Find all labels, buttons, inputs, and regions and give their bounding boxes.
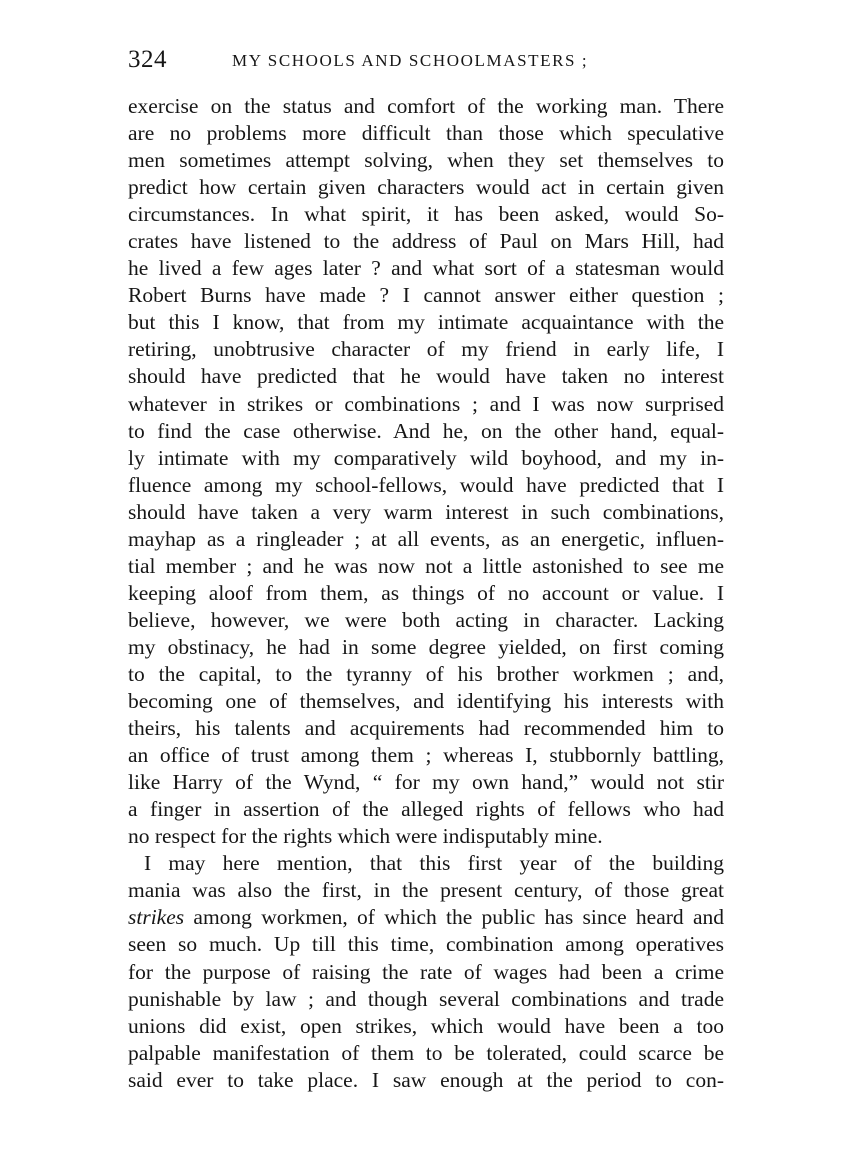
text-line: should have taken a very warm interest in such combinations, [128, 499, 724, 524]
text-line: theirs, his talents and acquirements had recommended him to [128, 716, 724, 741]
text-line: predict how certain given characters would act in certain given [128, 175, 724, 200]
text-line-with-italic [128, 904, 724, 931]
text-line: mayhap as a ringleader ; at all events, as an energetic, influen- [128, 526, 724, 551]
text-line: punishable by law ; and though several combinations and trade [128, 986, 724, 1011]
text-line: keeping aloof from them, as things of no account or value. I [128, 580, 724, 605]
text-line: an office of trust among them ; whereas I, stubbornly battling, [128, 743, 724, 768]
text-line: crates have listened to the address of Paul on Mars Hill, had [128, 229, 724, 254]
text-line: becoming one of themselves, and identifying his interests with [128, 689, 724, 714]
text-line: mania was also the first, in the present century, of those great [128, 878, 724, 903]
page-number: 324 [128, 46, 167, 73]
italic-word: strikes [128, 905, 185, 930]
text-line: unions did exist, open strikes, which would have been a too [128, 1013, 724, 1038]
text-line: but this I know, that from my intimate acquaintance with the [128, 310, 724, 335]
text-line: believe, however, we were both acting in character. Lacking [128, 607, 724, 632]
text-line: ly intimate with my comparatively wild boyhood, and my in- [128, 445, 724, 470]
body-text [128, 93, 724, 1094]
text-line: to the capital, to the tyranny of his brother workmen ; and, [128, 661, 724, 686]
text-line: seen so much. Up till this time, combination among operatives [128, 932, 724, 957]
text-line: like Harry of the Wynd, “ for my own hand,” would not stir [128, 770, 724, 795]
text-line: Robert Burns have made ? I cannot answer either question ; [128, 283, 724, 308]
text-line: said ever to take place. I saw enough at the period to con- [128, 1067, 724, 1092]
text-line: whatever in strikes or combinations ; and I was now surprised [128, 391, 724, 416]
running-title: MY SCHOOLS AND SCHOOLMASTERS ; [232, 51, 589, 70]
text-line: tial member ; and he was now not a little astonished to see me [128, 553, 724, 578]
text-line: fluence among my school-fellows, would have predicted that I [128, 472, 724, 497]
paragraph-first-line: I may here mention, that this first year of the building [144, 851, 724, 876]
text-line-rest: among workmen, of which the public has since heard and [184, 905, 724, 930]
text-line: men sometimes attempt solving, when they set themselves to [128, 148, 724, 173]
text-line: my obstinacy, he had in some degree yielded, on first coming [128, 634, 724, 659]
text-line: should have predicted that he would have taken no interest [128, 364, 724, 389]
text-line: to find the case otherwise. And he, on the other hand, equal- [128, 418, 724, 443]
text-line: a finger in assertion of the alleged rights of fellows who had [128, 797, 724, 822]
text-line: he lived a few ages later ? and what sort of a statesman would [128, 256, 724, 281]
text-line: palpable manifestation of them to be tolerated, could scarce be [128, 1040, 724, 1065]
text-line: no respect for the rights which were indisputably mine. [128, 824, 603, 849]
text-line: are no problems more difficult than those which speculative [128, 121, 724, 146]
text-line: for the purpose of raising the rate of wages had been a crime [128, 959, 724, 984]
text-line: retiring, unobtrusive character of my friend in early life, I [128, 337, 724, 362]
text-line: exercise on the status and comfort of the working man. There [128, 94, 724, 118]
running-head [128, 44, 724, 76]
text-line: circumstances. In what spirit, it has been asked, would So- [128, 202, 724, 227]
